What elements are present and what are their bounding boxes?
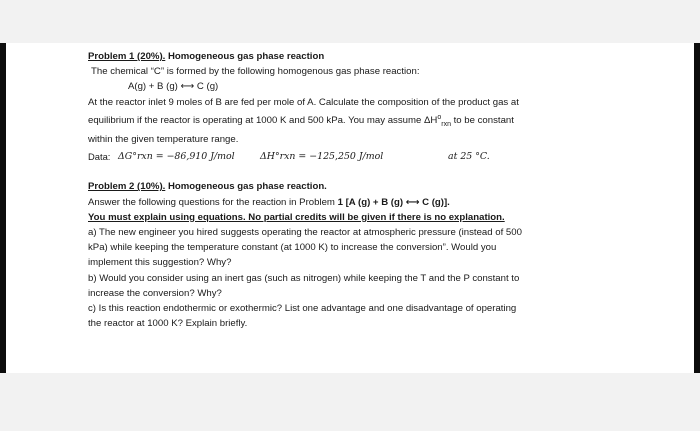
reference-temperature: at 25 °C. xyxy=(448,151,490,163)
question-b-line2: increase the conversion? Why? xyxy=(88,287,222,299)
question-b-line1: b) Would you consider using an inert gas (such as nitrogen) while keeping the T and the P constant to xyxy=(88,272,520,284)
problem1-paragraph-line3: within the given temperature range. xyxy=(88,134,239,146)
question-a-line2: kPa) while keeping the temperature constant (at 1000 K) to increase the conversion”. Would you xyxy=(88,242,497,254)
problem2-intro-text: Answer the following questions for the reaction in Problem xyxy=(88,196,338,208)
problem2-heading-title: Homogeneous gas phase reaction. xyxy=(165,181,327,193)
problem1-paragraph-line1: At the reactor inlet 9 moles of B are fed per mole of A. Calculate the composition of the product gas at xyxy=(88,96,519,108)
problem1-intro: The chemical “C” is formed by the following homogenous gas phase reaction: xyxy=(91,66,420,78)
problem1-heading-title: Homogeneous gas phase reaction xyxy=(165,51,325,62)
left-border xyxy=(0,43,6,373)
problem2-warning: You must explain using equations. No partial credits will be given if there is no explanation. xyxy=(88,211,505,223)
problem1-reaction: A(g) + B (g) ⟷ C (g) xyxy=(128,81,219,93)
problem-text xyxy=(88,49,608,331)
question-c-line1: c) Is this reaction endothermic or exothermic? List one advantage and one disadvantage of operating xyxy=(88,302,517,314)
problem2-heading xyxy=(88,179,608,194)
dh-superscript: o xyxy=(437,113,442,121)
problem1-paragraph-line2-text: equilibrium if the reactor is operating at 1000 K and 500 kPa. You may assume ΔH xyxy=(88,115,438,126)
enthalpy-value: ΔH°rxn = −125,250 J/mol xyxy=(260,151,384,163)
data-label: Data: xyxy=(88,151,111,163)
dh-subscript: rxn xyxy=(441,120,451,128)
question-a-line1: a) The new engineer you hired suggests operating the reactor at atmospheric pressure (instead of 500 xyxy=(88,226,522,238)
problem1-heading-label: Problem 1 (20%). xyxy=(88,51,166,62)
problem1-heading xyxy=(88,49,608,64)
document-page xyxy=(0,43,700,373)
problem1-paragraph-line2-end: to be constant xyxy=(450,115,514,126)
gibbs-energy-value: ΔG°rxn = −86,910 J/mol xyxy=(118,151,235,163)
problem2-intro xyxy=(88,195,608,210)
question-c-line2: the reactor at 1000 K? Explain briefly. xyxy=(88,318,248,330)
question-a-line3: implement this suggestion? Why? xyxy=(88,257,232,269)
problem1-data-row xyxy=(88,147,608,165)
problem2-heading-label: Problem 2 (10%). xyxy=(88,181,166,193)
right-border xyxy=(694,43,700,373)
problem1-paragraph-line2 xyxy=(88,110,608,132)
problem2-intro-reaction: 1 [A (g) + B (g) ⟷ C (g)]. xyxy=(337,196,450,208)
